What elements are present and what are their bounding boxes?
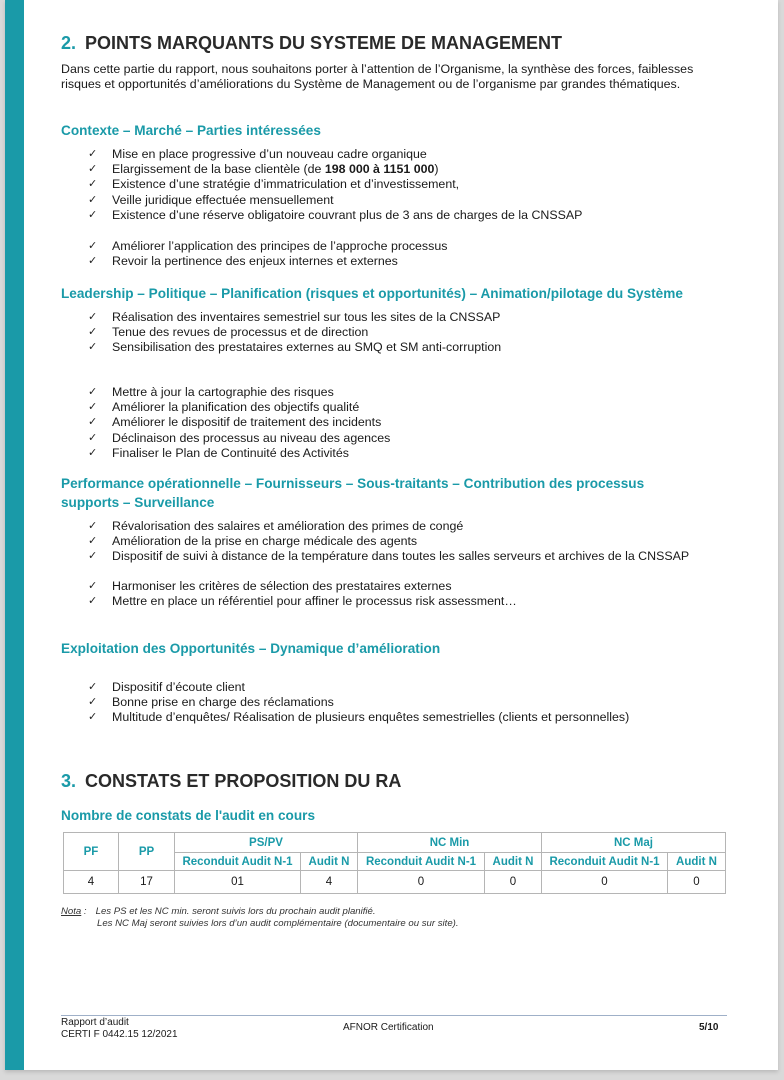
list-item: ✓ Veille juridique effectuée mensuellement (88, 192, 334, 207)
nota-label: Nota (61, 906, 82, 917)
checkmark-icon: ✓ (88, 535, 98, 548)
checkmark-icon: ✓ (88, 178, 98, 191)
nota-note: Nota : Les PS et les NC min. seront suivis lors du prochain audit planifié. Les NC Maj seront suivies lors d’un audit complémentaire (documentaire ou sur site). (61, 906, 459, 929)
checkmark-icon: ✓ (88, 711, 98, 724)
document-page (5, 0, 778, 1070)
list-item: ✓ Dispositif de suivi à distance de la température dans toutes les salles serveurs et archives de la CNSSAP (88, 549, 690, 564)
list-item: ✓ Bonne prise en charge des réclamations (88, 695, 334, 710)
intro-line-2: risques et opportunités d’améliorations du Système de Management ou de l’organisme par grandes thématiques. (61, 77, 681, 91)
theme-3-improvements-list (88, 579, 517, 609)
checkmark-icon: ✓ (88, 163, 98, 176)
list-item: ✓ Harmoniser les critères de sélection des prestataires externes (88, 579, 452, 593)
cell-ncmin-audit-n: 0 (485, 871, 542, 894)
client-base-growth-figures: 198 000 à 1151 000 (324, 162, 435, 177)
footer-org: AFNOR Certification (343, 1022, 434, 1033)
constats-table (63, 832, 726, 894)
subheader-ncmin-audit-n: Audit N (485, 853, 542, 871)
theme-2-strengths-list (88, 310, 501, 356)
header-nc-min: NC Min (358, 833, 542, 853)
list-item: ✓ Mettre en place un référentiel pour affiner le processus risk assessment… (88, 594, 517, 609)
subheader-ncmaj-audit-n: Audit N (668, 853, 726, 871)
list-item: ✓ Sensibilisation des prestataires externes au SMQ et SM anti-corruption (88, 340, 502, 355)
list-item: ✓ Existence d’une réserve obligatoire couvrant plus de 3 ans de charges de la CNSSAP (88, 207, 583, 222)
theme-3-title: Performance opérationnelle – Fournisseurs – Sous-traitants – Contribution des processus supports – Surveillance (61, 476, 645, 510)
list-item: ✓ Dispositif d’écoute client (88, 680, 245, 694)
checkmark-icon: ✓ (88, 696, 98, 709)
checkmark-icon: ✓ (88, 386, 98, 398)
header-pf: PF (64, 833, 119, 871)
checkmark-icon: ✓ (88, 311, 98, 323)
theme-4-title: Exploitation des Opportunités – Dynamique d’amélioration (61, 641, 441, 656)
list-item: ✓ Améliorer la planification des objectifs qualité (88, 400, 360, 415)
nota-line-2: Les NC Maj seront suivies lors d’un audit complémentaire (documentaire ou sur site). (97, 918, 459, 929)
theme-3-strengths-list (88, 519, 689, 565)
section-3-number: 3. (61, 771, 77, 791)
section-2-heading (61, 33, 562, 54)
checkmark-icon: ✓ (88, 681, 98, 693)
list-item: ✓ Déclinaison des processus au niveau des agences (88, 430, 391, 445)
theme-4-strengths-list (88, 680, 629, 726)
table-row (64, 871, 726, 894)
theme-1-title: Contexte – Marché – Parties intéressées (61, 123, 321, 138)
checkmark-icon: ✓ (88, 193, 98, 206)
list-item: ✓ Revoir la pertinence des enjeux internes et externes (88, 254, 398, 269)
list-item: ✓ Améliorer l’application des principes de l’approche processus (88, 239, 448, 253)
cell-pp: 17 (119, 871, 175, 894)
subheader-ncmin-reconduit: Reconduit Audit N-1 (358, 853, 485, 871)
section-2-number: 2. (61, 33, 77, 53)
list-item: ✓ Finaliser le Plan de Continuité des Activités (88, 445, 349, 460)
section-3-heading (61, 771, 401, 792)
cell-ps-reconduit: 01 (175, 871, 301, 894)
list-item: ✓ Mettre à jour la cartographie des risques (88, 385, 334, 399)
intro-line-1: Dans cette partie du rapport, nous souhaitons porter à l’attention de l’Organisme, la synthèse des forces, faiblesses (61, 62, 694, 76)
footer-doc-info (61, 1017, 178, 1040)
list-item: ✓ Mise en place progressive d’un nouveau cadre organique (88, 147, 427, 161)
checkmark-icon: ✓ (88, 341, 98, 354)
footer-doc-title: Rapport d’audit (61, 1017, 129, 1028)
teal-margin-bar (5, 0, 24, 1070)
footer-doc-ref: CERTI F 0442.15 12/2021 (61, 1028, 178, 1040)
header-ps-pv: PS/PV (175, 833, 358, 853)
subheader-ncmaj-reconduit: Reconduit Audit N-1 (542, 853, 668, 871)
section-2-title: POINTS MARQUANTS DU SYSTEME DE MANAGEMENT (85, 33, 563, 53)
section-2-intro (61, 62, 741, 92)
subheader-ps-audit-n: Audit N (301, 853, 358, 871)
checkmark-icon: ✓ (88, 446, 98, 459)
list-item: ✓ Réalisation des inventaires semestriel sur tous les sites de la CNSSAP (88, 310, 501, 324)
checkmark-icon: ✓ (88, 595, 98, 608)
checkmark-icon: ✓ (88, 326, 98, 339)
header-pp: PP (119, 833, 175, 871)
section-3-title: CONSTATS ET PROPOSITION DU RA (85, 771, 402, 791)
theme-2-title: Leadership – Politique – Planification (risques et opportunités) – Animation/pilotage du Système (61, 286, 683, 301)
cell-ncmin-reconduit: 0 (358, 871, 485, 894)
checkmark-icon: ✓ (88, 401, 98, 414)
list-item: ✓ Existence d’une stratégie d’immatriculation et d’investissement, (88, 177, 460, 192)
theme-2-improvements-list (88, 385, 390, 461)
list-item: ✓ Amélioration de la prise en charge médicale des agents (88, 534, 418, 549)
cell-ncmaj-reconduit: 0 (542, 871, 668, 894)
constats-subtitle: Nombre de constats de l'audit en cours (61, 808, 316, 823)
footer-page-number: 5/10 (699, 1022, 719, 1033)
checkmark-icon: ✓ (88, 416, 98, 429)
cell-ps-audit-n: 4 (301, 871, 358, 894)
list-item: ✓ Améliorer le dispositif de traitement des incidents (88, 415, 382, 430)
theme-1-strengths-list (88, 147, 582, 223)
checkmark-icon: ✓ (88, 431, 98, 444)
list-item: ✓ Elargissement de la base clientèle (de 198 000 à 1151 000) (88, 162, 439, 177)
cell-pf: 4 (64, 871, 119, 894)
checkmark-icon: ✓ (88, 148, 98, 160)
checkmark-icon: ✓ (88, 255, 98, 268)
checkmark-icon: ✓ (88, 208, 98, 221)
checkmark-icon: ✓ (88, 520, 98, 532)
checkmark-icon: ✓ (88, 580, 98, 592)
checkmark-icon: ✓ (88, 550, 98, 563)
list-item: ✓ Tenue des revues de processus et de direction (88, 325, 369, 340)
theme-1-improvements-list (88, 239, 447, 269)
cell-ncmaj-audit-n: 0 (668, 871, 726, 894)
list-item: ✓ Révalorisation des salaires et amélioration des primes de congé (88, 519, 464, 533)
nota-line-1: Les PS et les NC min. seront suivis lors du prochain audit planifié. (95, 906, 376, 917)
list-item: ✓ Multitude d’enquêtes/ Réalisation de plusieurs enquêtes semestrielles (clients et personnelles) (88, 710, 630, 725)
checkmark-icon: ✓ (88, 240, 98, 252)
footer-divider (61, 1015, 727, 1016)
header-nc-maj: NC Maj (542, 833, 726, 853)
subheader-ps-reconduit: Reconduit Audit N-1 (175, 853, 301, 871)
